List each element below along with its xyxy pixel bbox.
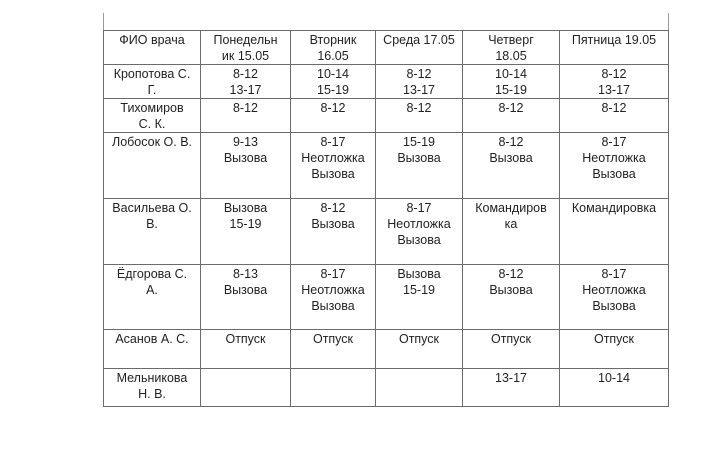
schedule-cell-line: 13-17 (598, 83, 630, 97)
doctor-schedule-table (103, 30, 669, 407)
schedule-cell-line: 13-17 (495, 371, 527, 385)
schedule-cell-line: Неотложка (301, 283, 365, 297)
schedule-cell-line: 8-12 (232, 67, 259, 81)
schedule-cell-line: Вызова (592, 167, 636, 181)
schedule-cell (560, 99, 669, 133)
schedule-cell-line: 8-12 (406, 101, 432, 115)
schedule-cell-line: Неотложка (301, 151, 365, 165)
doctor-name-cell (104, 330, 201, 369)
schedule-cell (463, 99, 560, 133)
doctor-name-cell-line: Г. (147, 83, 157, 97)
schedule-cell-line: Неотложка (387, 217, 451, 231)
schedule-cell (291, 330, 376, 369)
schedule-cell (291, 99, 376, 133)
schedule-cell (376, 369, 463, 407)
schedule-cell (463, 265, 560, 330)
doctor-name-cell (104, 199, 201, 265)
header-day-line: Среда 17.05 (383, 33, 455, 47)
schedule-cell-line: Вызова (223, 201, 268, 215)
schedule-cell (201, 369, 291, 407)
schedule-cell (463, 369, 560, 407)
schedule-cell (560, 65, 669, 99)
header-day (291, 31, 376, 65)
doctor-name-cell-line: Васильева О. (112, 201, 192, 215)
schedule-cell-line: Вызова (397, 233, 441, 247)
schedule-cell (201, 99, 291, 133)
schedule-cell (463, 133, 560, 199)
page-edge-left (103, 13, 104, 30)
table-row (104, 369, 669, 407)
table-row (104, 265, 669, 330)
schedule-cell-line: Отпуск (490, 332, 532, 346)
header-day-line: 16.05 (317, 49, 349, 63)
doctor-name-cell-line: Ёдгорова С. (116, 267, 188, 281)
schedule-cell (560, 265, 669, 330)
schedule-cell (463, 330, 560, 369)
schedule-cell-line: 8-17 (406, 201, 432, 215)
schedule-cell-line: Вызова (397, 267, 441, 281)
page-edge-right (668, 13, 669, 30)
header-day-line: Вторник (309, 33, 357, 47)
schedule-cell (376, 330, 463, 369)
schedule-cell-line: Отпуск (225, 332, 266, 346)
doctor-name-cell-line: Тихомиров (120, 101, 184, 115)
schedule-cell (376, 99, 463, 133)
schedule-cell-line: 8-12 (601, 101, 627, 115)
header-day (560, 31, 669, 65)
schedule-cell-line: 15-19 (403, 135, 435, 149)
doctor-name-cell-line: Мельникова (116, 371, 188, 385)
table-row (104, 99, 669, 133)
schedule-cell-line: Вызова (311, 217, 355, 231)
doctor-name-cell (104, 369, 201, 407)
schedule-cell (463, 65, 560, 99)
schedule-cell-line: 10-14 (317, 67, 349, 81)
table-row (104, 133, 669, 199)
schedule-cell (291, 369, 376, 407)
schedule-cell-line: 15-19 (229, 217, 262, 231)
schedule-cell-line: 8-12 (406, 67, 432, 81)
schedule-cell-line: 8-12 (498, 267, 524, 281)
header-day-line: ик 15.05 (221, 49, 270, 63)
schedule-cell (376, 265, 463, 330)
table-row (104, 65, 669, 99)
schedule-cell-line: 8-12 (601, 67, 627, 81)
header-day-line: Четверг (488, 33, 534, 47)
schedule-cell (560, 369, 669, 407)
header-doctor (104, 31, 201, 65)
schedule-cell-line: ка (504, 217, 518, 231)
schedule-cell-line: 8-12 (320, 101, 346, 115)
schedule-cell-line: 10-14 (495, 67, 527, 81)
schedule-cell (201, 330, 291, 369)
schedule-cell-line: Неотложка (582, 151, 646, 165)
schedule-cell-line: 9-13 (232, 135, 259, 149)
schedule-cell (560, 133, 669, 199)
doctor-name-cell (104, 265, 201, 330)
doctor-name-cell-line: В. (146, 217, 158, 231)
schedule-cell-line: 8-13 (232, 267, 259, 281)
schedule-cell-line: Командиров (475, 201, 547, 215)
doctor-name-cell-line: Асанов А. С. (115, 332, 189, 346)
schedule-cell (201, 133, 291, 199)
schedule-cell-line: Вызова (489, 151, 533, 165)
schedule-cell-line: Отпуск (593, 332, 635, 346)
schedule-cell-line: Вызова (592, 299, 636, 313)
schedule-cell (560, 199, 669, 265)
schedule-cell-line: Отпуск (398, 332, 440, 346)
schedule-cell (376, 199, 463, 265)
schedule-cell (201, 265, 291, 330)
doctor-name-cell-line: Кропотова С. (113, 67, 191, 81)
schedule-cell-line: Неотложка (582, 283, 646, 297)
header-day (463, 31, 560, 65)
schedule-cell-line: Вызова (489, 283, 533, 297)
schedule-cell (291, 133, 376, 199)
schedule-cell-line: 13-17 (403, 83, 435, 97)
schedule-cell-line: Командировка (571, 201, 657, 215)
schedule-cell-line: Вызова (223, 151, 268, 165)
schedule-cell-line: 8-12 (498, 135, 524, 149)
header-day-line: 18.05 (495, 49, 527, 63)
header-row (104, 31, 669, 65)
table-row (104, 199, 669, 265)
schedule-cell-line: 8-17 (320, 135, 346, 149)
schedule-cell (291, 199, 376, 265)
header-day (376, 31, 463, 65)
doctor-name-cell-line: С. К. (138, 117, 166, 131)
schedule-cell (291, 65, 376, 99)
header-day-line: Понедельн (213, 33, 278, 47)
schedule-cell-line: 8-17 (601, 135, 627, 149)
schedule-cell-line: 15-19 (317, 83, 349, 97)
doctor-name-cell-line: Лобосок О. В. (111, 135, 193, 149)
schedule-cell-line: 8-12 (320, 201, 346, 215)
table-row (104, 330, 669, 369)
schedule-cell-line: 8-17 (601, 267, 627, 281)
schedule-cell-line: Вызова (311, 167, 355, 181)
header-day (201, 31, 291, 65)
schedule-cell (376, 133, 463, 199)
schedule-cell-line: 8-12 (498, 101, 524, 115)
schedule-cell-line: 8-17 (320, 267, 346, 281)
schedule-cell-line: Вызова (223, 283, 268, 297)
doctor-name-cell-line: Н. В. (138, 387, 166, 401)
schedule-cell-line: Отпуск (312, 332, 354, 346)
schedule-cell-line: 10-14 (598, 371, 630, 385)
schedule-cell-line: 8-12 (232, 101, 259, 115)
header-doctor-label: ФИО врача (119, 33, 185, 47)
schedule-cell (376, 65, 463, 99)
schedule-cell (201, 199, 291, 265)
header-day-line: Пятница 19.05 (571, 33, 657, 47)
doctor-name-cell (104, 65, 201, 99)
schedule-cell (463, 199, 560, 265)
schedule-cell-line: 13-17 (229, 83, 262, 97)
schedule-cell-line: 15-19 (495, 83, 527, 97)
schedule-cell (201, 65, 291, 99)
schedule-cell-line: Вызова (311, 299, 355, 313)
schedule-cell-line: 15-19 (403, 283, 435, 297)
doctor-name-cell (104, 99, 201, 133)
doctor-name-cell-line: А. (146, 283, 158, 297)
doctor-name-cell (104, 133, 201, 199)
schedule-cell-line: Вызова (397, 151, 441, 165)
schedule-cell (560, 330, 669, 369)
schedule-cell (291, 265, 376, 330)
